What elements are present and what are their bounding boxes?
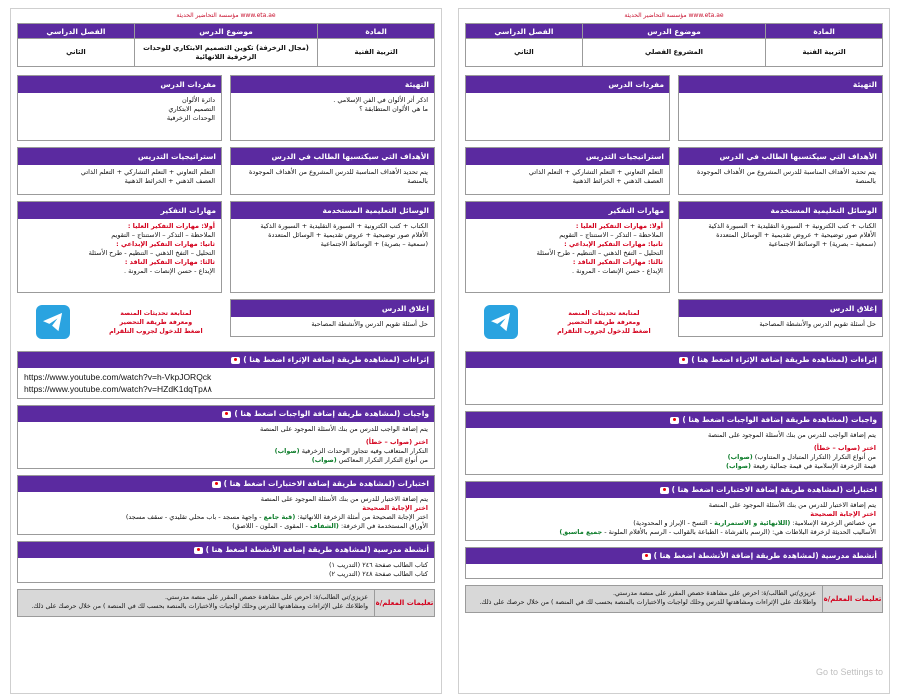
homework-answer-2: (صواب) (725, 462, 752, 470)
record-icon[interactable] (679, 357, 688, 364)
closing-box (678, 299, 883, 337)
vocab-text: دائرة الألوان التصميم الابتكاري الوحدات الزخرفية (166, 96, 215, 122)
activities-section (465, 547, 883, 579)
enrichment-section (17, 351, 435, 399)
objectives-box (678, 147, 883, 195)
telegram-promo[interactable] (17, 299, 222, 345)
strategies-box (465, 147, 670, 195)
teacher-instructions (465, 585, 883, 613)
homework-item-2: من أنواع التكرار التكرار المعاكس (338, 456, 428, 464)
homework-text: يتم إضافة الواجب للدرس من بنك الأسئلة الموجود على المنصة (707, 431, 876, 439)
site-url: www.eta.ae (688, 12, 724, 19)
vocab-box (17, 75, 222, 141)
lesson-plan-page-left (10, 8, 442, 694)
telegram-icon[interactable] (484, 305, 518, 339)
thinking-heading-3: ثالثا: مهارات التفكير الناقد : (572, 258, 663, 266)
thinking-heading-2: ثانيا: مهارات التفكير الإبداعي : (116, 240, 215, 248)
homework-item-2: قيمة الزخرفة الإسلامية في قيمة جمالية رفيعة (753, 462, 876, 470)
tests-section (465, 481, 883, 541)
closing-title: إغلاق الدرس (679, 300, 882, 317)
strategies-text: التعلم التعاوني + التعلم التشاركي + التعلم الذاتي العصف الذهني + الخرائط الذهنية (528, 168, 663, 185)
homework-text: يتم إضافة الواجب للدرس من بنك الأسئلة الموجود على المنصة (259, 425, 428, 433)
test-answer-1: (قبة جامع (263, 513, 296, 521)
homework-section (17, 405, 435, 469)
topic-header: موضوع الدرس (582, 24, 765, 39)
subject-header: المادة (766, 24, 883, 39)
enrichment-link-1[interactable]: https://www.youtube.com/watch?v=h-VkpJORQck (24, 372, 212, 382)
test-item-1: اختر الإجابة الصحيحة من أمثلة الزخرفة اللانهائية: (297, 513, 428, 521)
semester-header: الفصل الدراسي (466, 24, 583, 39)
test-answer-2: (الشفاف (309, 522, 339, 530)
homework-answer-2: (صواب) (311, 456, 337, 464)
instructions-title: تعليمات المعلم/ة (374, 590, 434, 616)
thinking-text-2: التحليل – التفخ الذهني – التنظيم - طرح الأسئلة (88, 249, 215, 257)
topic-value: (مجال الزخرفة) تكوين التصميم الابتكاري للوحدات الزخرفية اللانهائية (134, 39, 317, 67)
objectives-text: يتم تحديد الأهداف المناسبة للدرس المشروع من الأهداف الموجودة بالمنصة (248, 168, 428, 185)
homework-question: اختر (صواب – خطأ) (813, 444, 876, 452)
thinking-text-3: الإبداع - حسن الإنصات - المرونة . (572, 267, 663, 275)
subject-header: المادة (318, 24, 435, 39)
site-url: www.eta.ae (240, 12, 276, 19)
thinking-text-1: الملاحظة – التذكر – الاستنتاج – التقويم (559, 231, 663, 239)
tests-title[interactable]: اختبارات (لمشاهدة طريقة إضافة الاختبارات اضغط هنا ) (671, 485, 877, 494)
telegram-icon[interactable] (36, 305, 70, 339)
activation-watermark: Go to Settings to (815, 667, 883, 677)
warmup-box (678, 75, 883, 141)
enrichment-title[interactable]: إثراءات (لمشاهدة طريقة إضافة الإثراء اضغط هنا ) (243, 355, 429, 364)
record-icon[interactable] (660, 487, 669, 494)
activities-section (17, 541, 435, 583)
strategies-box (17, 147, 222, 195)
topic-value: المشروع الفصلي (582, 39, 765, 67)
tests-section (17, 475, 435, 535)
tools-title: الوسائل التعليمية المستخدمة (679, 202, 882, 219)
subject-value: التربية الفنية (318, 39, 435, 67)
telegram-text[interactable]: لمتابعة تحديثات المنصة ومعرفة طريقة التحضير اضغط للدخول لجروب التلقرام (109, 309, 203, 335)
instructions-text: عزيزي/تي الطالب/ة: احرص على مشاهدة حصص المقرر على منصة مدرستي. واطلاعك على الإثراءات ومشاهدتها للدرس وحلك لواجبات والاختبارات بالمنصة بحسب لك في المنصة ) من خلال حرصك على ذلك. (31, 594, 368, 610)
test-item-1: من خصائص الزخرفة الإسلامية: (792, 519, 876, 527)
warmup-text: اذكر أثر الألوان في الفن الإسلامي . ما هي الألوان المتطابقة ؟ (333, 96, 428, 113)
tests-title[interactable]: اختبارات (لمشاهدة طريقة إضافة الاختبارات اضغط هنا ) (223, 479, 429, 488)
semester-value: الثاني (18, 39, 135, 67)
tests-text: يتم إضافة الاختبار للدرس من بنك الأسئلة الموجود على المنصة (708, 501, 876, 509)
thinking-box (465, 201, 670, 293)
homework-section (465, 411, 883, 475)
strategies-title: استراتيجيات التدريس (466, 148, 669, 165)
enrichment-title[interactable]: إثراءات (لمشاهدة طريقة إضافة الإثراء اضغط هنا ) (691, 355, 877, 364)
test-answer-2: جميع ماسبق) (559, 528, 603, 536)
thinking-title: مهارات التفكير (18, 202, 221, 219)
thinking-text-1: الملاحظة – التذكر – الاستنتاج – التقويم (111, 231, 215, 239)
tools-text: الكتاب + كتب الكترونية + السبورة التقليدية + السبورة الذكية الأقلام صور توضيحية + عروض تقديمية + الوسائل المتعددة (سمعية – بصرية) + الوسائط الاجتماعية (708, 222, 876, 248)
objectives-title: الأهداف التي سيكتسبها الطالب في الدرس (231, 148, 434, 165)
record-icon[interactable] (670, 417, 679, 424)
lesson-plan-page-right (458, 8, 890, 694)
objectives-box (230, 147, 435, 195)
activity-item-1: كتاب الطالب صفحة ٢٤٦ (التدريب ١) (328, 561, 428, 569)
objectives-title: الأهداف التي سيكتسبها الطالب في الدرس (679, 148, 882, 165)
tools-text: الكتاب + كتب الكترونية + السبورة التقليدية + السبورة الذكية الأقلام صور توضيحية + عروض تقديمية + الوسائل المتعددة (سمعية – بصرية) + الوسائط الاجتماعية (260, 222, 428, 248)
strategies-title: استراتيجيات التدريس (18, 148, 221, 165)
lesson-info-table (465, 23, 883, 67)
closing-title: إغلاق الدرس (231, 300, 434, 317)
thinking-text-3: الإبداع - حسن الإنصات - المرونة . (124, 267, 215, 275)
thinking-heading-1: أولا: مهارات التفكير العليا : (575, 222, 663, 230)
site-header (465, 9, 883, 23)
site-name: مؤسسة التحاضير الحديثة (624, 12, 687, 19)
thinking-heading-3: ثالثا: مهارات التفكير الناقد : (124, 258, 215, 266)
closing-text: حل أسئلة تقويم الدرس والأنشطة المصاحبة (311, 320, 428, 328)
vocab-title: مفردات الدرس (466, 76, 669, 93)
instructions-text: عزيزي/تي الطالب/ة: احرص على مشاهدة حصص المقرر على منصة مدرستي. واطلاعك على الإثراءات ومشاهدتها للدرس وحلك لواجبات والاختبارات بالمنصة بحسب لك في المنصة ) من خلال حرصك على ذلك. (479, 590, 816, 606)
teacher-instructions (17, 589, 435, 617)
record-icon[interactable] (222, 411, 231, 418)
test-options-1: - واجهة مسجد - باب محلي تقليدي - سقف مسجد) (125, 513, 262, 521)
semester-value: الثاني (466, 39, 583, 67)
homework-question: اختر (صواب – خطأ) (365, 438, 428, 446)
tools-box (678, 201, 883, 293)
thinking-heading-1: أولا: مهارات التفكير العليا : (127, 222, 215, 230)
closing-box (230, 299, 435, 337)
thinking-heading-2: ثانيا: مهارات التفكير الإبداعي : (564, 240, 663, 248)
activities-title[interactable]: أنشطة مدرسية (لمشاهدة طريقة إضافة الأنشطة اضغط هنا ) (205, 545, 429, 554)
record-icon[interactable] (642, 553, 651, 560)
homework-item-1: التكرار المتعاقب وفيه تتجاوز الوحدات الزخرفية (301, 447, 428, 455)
objectives-text: يتم تحديد الأهداف المناسبة للدرس المشروع من الأهداف الموجودة بالمنصة (696, 168, 876, 185)
strategies-text: التعلم التعاوني + التعلم التشاركي + التعلم الذاتي العصف الذهني + الخرائط الذهنية (80, 168, 215, 185)
subject-value: التربية الفنية (766, 39, 883, 67)
record-icon[interactable] (212, 481, 221, 488)
tools-title: الوسائل التعليمية المستخدمة (231, 202, 434, 219)
warmup-title: التهيئة (231, 76, 434, 93)
tests-question: اختر الإجابة الصحيحة (362, 504, 428, 512)
tests-text: يتم إضافة الاختبار للدرس من بنك الأسئلة الموجود على المنصة (260, 495, 428, 503)
test-options-2: - المقوى - الملون - اللاصق) (232, 522, 308, 530)
thinking-box (17, 201, 222, 293)
instructions-title: تعليمات المعلم/ة (822, 586, 882, 612)
lesson-info-table (17, 23, 435, 67)
test-options-1: - التسخ - الإبراز و المحدودية) (633, 519, 713, 527)
warmup-box (230, 75, 435, 141)
vocab-title: مفردات الدرس (18, 76, 221, 93)
homework-answer-1: (صواب) (274, 447, 300, 455)
test-item-2: الأساليب الحديثة لزخرفة البلاطات هي: (الرسم بالفرشاة - الطباعة بالقوالب - الرسم بالأقلام الملونة - (604, 528, 876, 536)
activity-item-2: كتاب الطالب صفحة ٢٤٨ (التدريب ٢) (328, 570, 428, 578)
homework-answer-1: (صواب) (727, 453, 753, 461)
warmup-title: التهيئة (679, 76, 882, 93)
semester-header: الفصل الدراسي (18, 24, 135, 39)
site-header (17, 9, 435, 23)
tools-box (230, 201, 435, 293)
record-icon[interactable] (231, 357, 240, 364)
thinking-title: مهارات التفكير (466, 202, 669, 219)
thinking-text-2: التحليل – التفخ الذهني – التنظيم - طرح الأسئلة (536, 249, 663, 257)
topic-header: موضوع الدرس (134, 24, 317, 39)
homework-item-1: من أنواع التكرار (التكرار المتبادل و المتناوب) (754, 453, 876, 461)
vocab-box (465, 75, 670, 141)
test-item-2: الأوراق المستخدمة في الزخرفة: (340, 522, 428, 530)
record-icon[interactable] (194, 547, 203, 554)
test-answer-1: (اللانهائية و الاستمرارية (714, 519, 791, 527)
homework-title[interactable]: واجبات (لمشاهدة طريقة إضافة الواجبات اضغط هنا ) (682, 415, 877, 424)
homework-title[interactable]: واجبات (لمشاهدة طريقة إضافة الواجبات اضغط هنا ) (234, 409, 429, 418)
telegram-promo[interactable] (465, 299, 670, 345)
tests-question: اختر الإجابة الصحيحة (810, 510, 876, 518)
activities-title[interactable]: أنشطة مدرسية (لمشاهدة طريقة إضافة الأنشطة اضغط هنا ) (653, 551, 877, 560)
closing-text: حل أسئلة تقويم الدرس والأنشطة المصاحبة (759, 320, 876, 328)
enrichment-link-2[interactable]: https://www.youtube.com/watch?v=HZdK1dqTp۸۸ (24, 384, 212, 394)
enrichment-section (465, 351, 883, 405)
site-name: مؤسسة التحاضير الحديثة (176, 12, 239, 19)
telegram-text[interactable]: لمتابعة تحديثات المنصة ومعرفة طريقة التحضير اضغط للدخول لجروب التلقرام (557, 309, 651, 335)
